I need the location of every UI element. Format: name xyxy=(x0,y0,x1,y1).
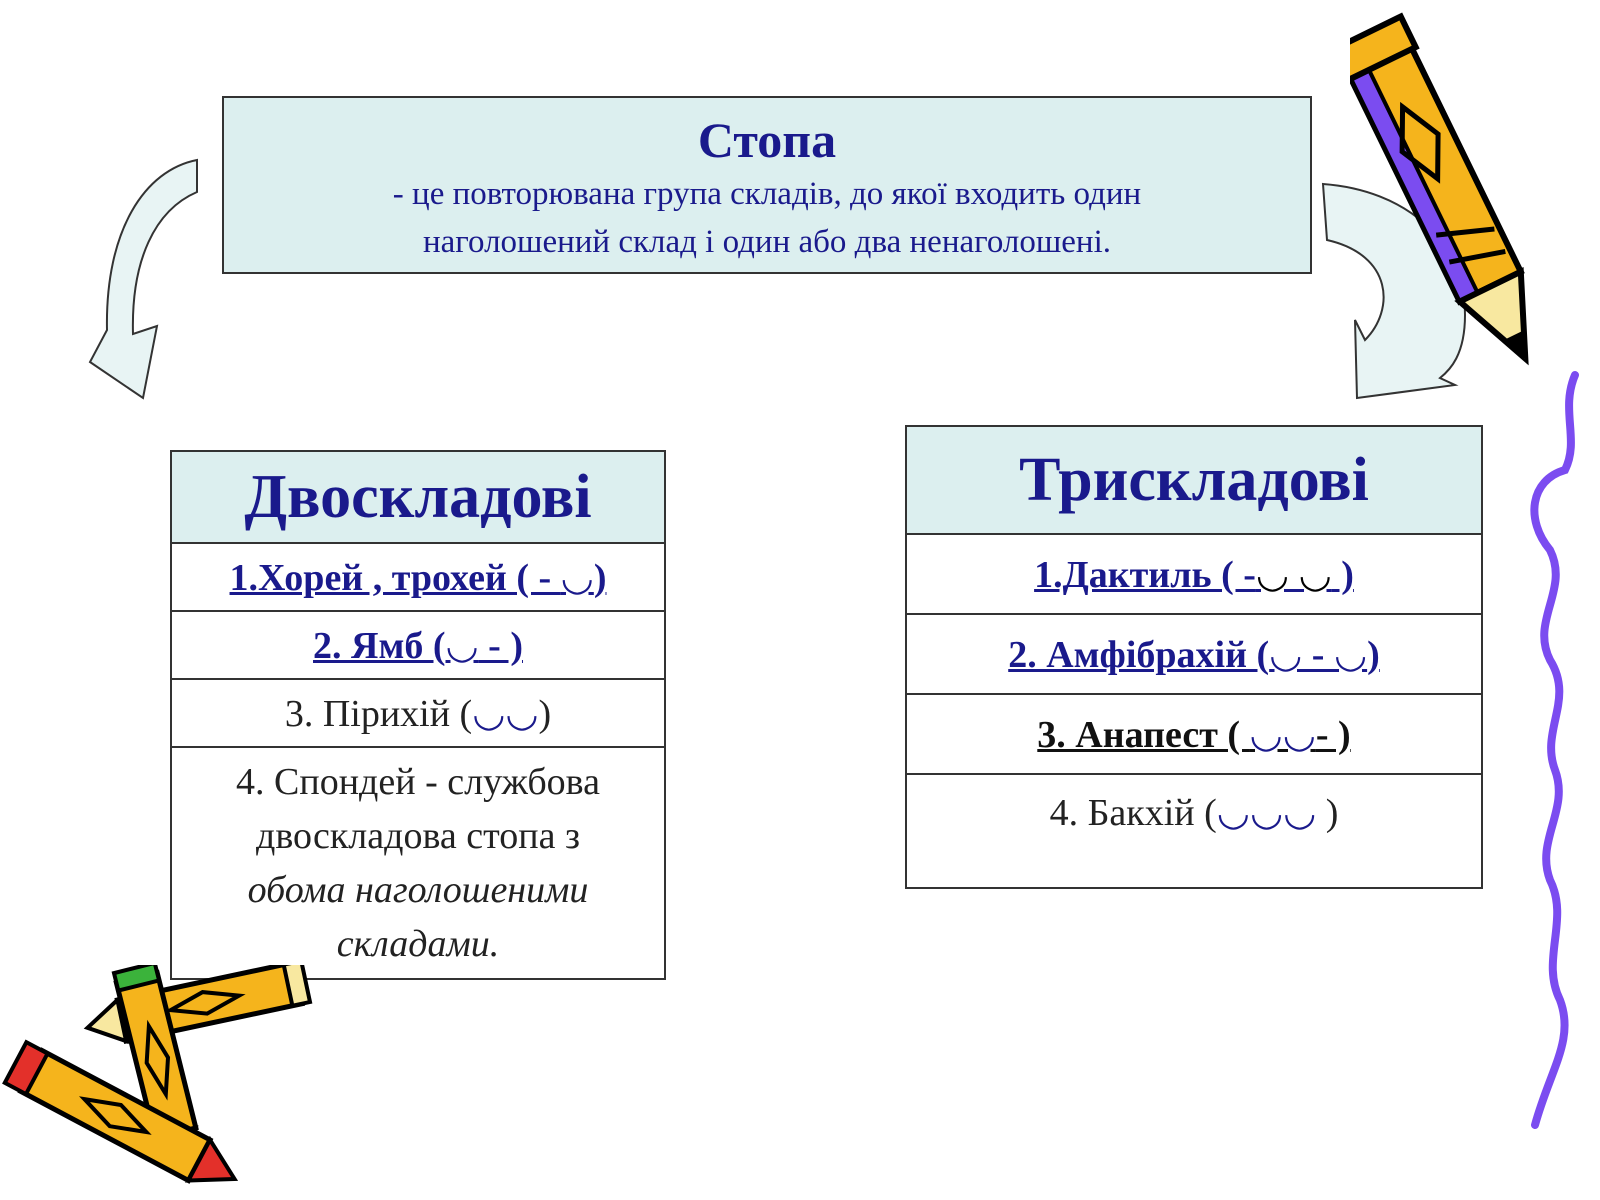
definition-line-1: - це повторювана група складів, до якої входить один xyxy=(392,176,1142,212)
bakchius-row: 4. Бакхій (◡◡◡ ) xyxy=(906,774,1482,888)
two-syllable-table xyxy=(170,450,666,980)
squiggle-line-icon xyxy=(1520,370,1600,1130)
anapest-row[interactable] xyxy=(906,694,1482,774)
trochee-link[interactable]: 1.Хорей , трохей ( - ◡) xyxy=(229,557,607,599)
unstressed-mark-icon: ◡ xyxy=(560,557,594,599)
crossed-pencils-icon xyxy=(0,965,320,1190)
spondee-line-2: двоскладова стопа з xyxy=(256,815,580,857)
spondee-line-3: обома наголошеними xyxy=(247,869,589,911)
anapest-link[interactable]: 3. Анапест ( ◡◡- ) xyxy=(1037,714,1351,756)
unstressed-mark-icon: ◡ xyxy=(445,625,479,667)
pyrrhic-row: 3. Пірихій (◡◡) xyxy=(171,679,665,747)
curved-arrow-left-icon xyxy=(85,150,215,410)
dactyl-link[interactable]: 1.Дактиль ( -◡ ◡ ) xyxy=(1034,554,1354,596)
definition-line-2: наголошений склад і один або два ненаголошені. xyxy=(422,224,1112,260)
unstressed-mark-icon: ◡ ◡ xyxy=(1255,554,1332,596)
unstressed-mark-icon: ◡◡ xyxy=(472,693,539,735)
spondee-cell xyxy=(171,747,665,979)
unstressed-mark-icon: ◡ - ◡ xyxy=(1269,634,1368,676)
three-syllable-table xyxy=(905,425,1483,889)
three-syllable-header: Трискладові xyxy=(906,426,1482,534)
spondee-line-1: 4. Спондей - службова xyxy=(236,761,600,803)
amphibrach-link[interactable]: 2. Амфібрахій (◡ - ◡) xyxy=(1008,634,1380,676)
trochee-row[interactable] xyxy=(171,543,665,611)
pencil-icon xyxy=(1350,5,1560,390)
dactyl-row[interactable] xyxy=(906,534,1482,614)
definition-text xyxy=(224,170,1310,266)
iamb-link[interactable]: 2. Ямб (◡ - ) xyxy=(313,625,523,667)
unstressed-mark-icon: ◡◡ xyxy=(1249,714,1316,756)
definition-title: Стопа xyxy=(697,112,837,168)
spondee-line-4: складами. xyxy=(336,923,500,965)
definition-box xyxy=(222,96,1312,274)
iamb-row[interactable] xyxy=(171,611,665,679)
unstressed-mark-icon: ◡◡◡ xyxy=(1216,792,1317,834)
amphibrach-row[interactable] xyxy=(906,614,1482,694)
two-syllable-header: Двоскладові xyxy=(171,451,665,543)
